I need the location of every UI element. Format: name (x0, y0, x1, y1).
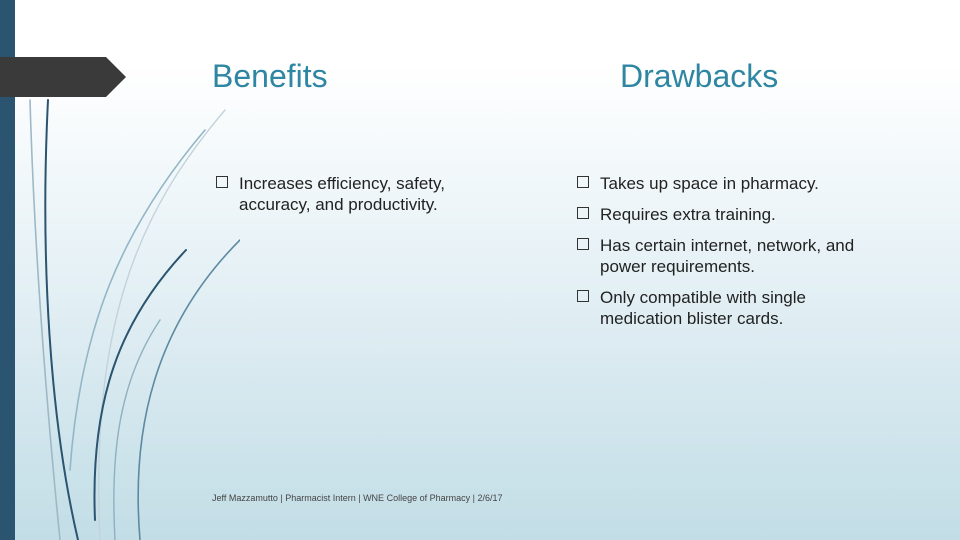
checkbox-bullet-icon (216, 176, 228, 188)
checkbox-bullet-icon (577, 207, 589, 219)
benefits-list (216, 173, 486, 225)
list-item (577, 173, 887, 194)
drawback-item-text: Has certain internet, network, and power requirements. (600, 236, 855, 276)
drawback-item-text: Only compatible with single medication blister cards. (600, 288, 806, 328)
drawback-item-text: Requires extra training. (600, 205, 776, 224)
checkbox-bullet-icon (577, 290, 589, 302)
list-item (216, 173, 486, 215)
slide-footer: Jeff Mazzamutto | Pharmacist Intern | WNE College of Pharmacy | 2/6/17 (212, 493, 503, 503)
checkbox-bullet-icon (577, 238, 589, 250)
checkbox-bullet-icon (577, 176, 589, 188)
benefits-heading: Benefits (212, 58, 328, 94)
benefit-item-text: Increases efficiency, safety, accuracy, and productivity. (239, 174, 445, 214)
drawback-item-text: Takes up space in pharmacy. (600, 174, 819, 193)
title-arrow-tab (0, 57, 126, 97)
list-item (577, 235, 887, 277)
list-item (577, 204, 887, 225)
drawbacks-list (577, 173, 887, 339)
list-item (577, 287, 887, 329)
drawbacks-heading: Drawbacks (620, 58, 779, 94)
